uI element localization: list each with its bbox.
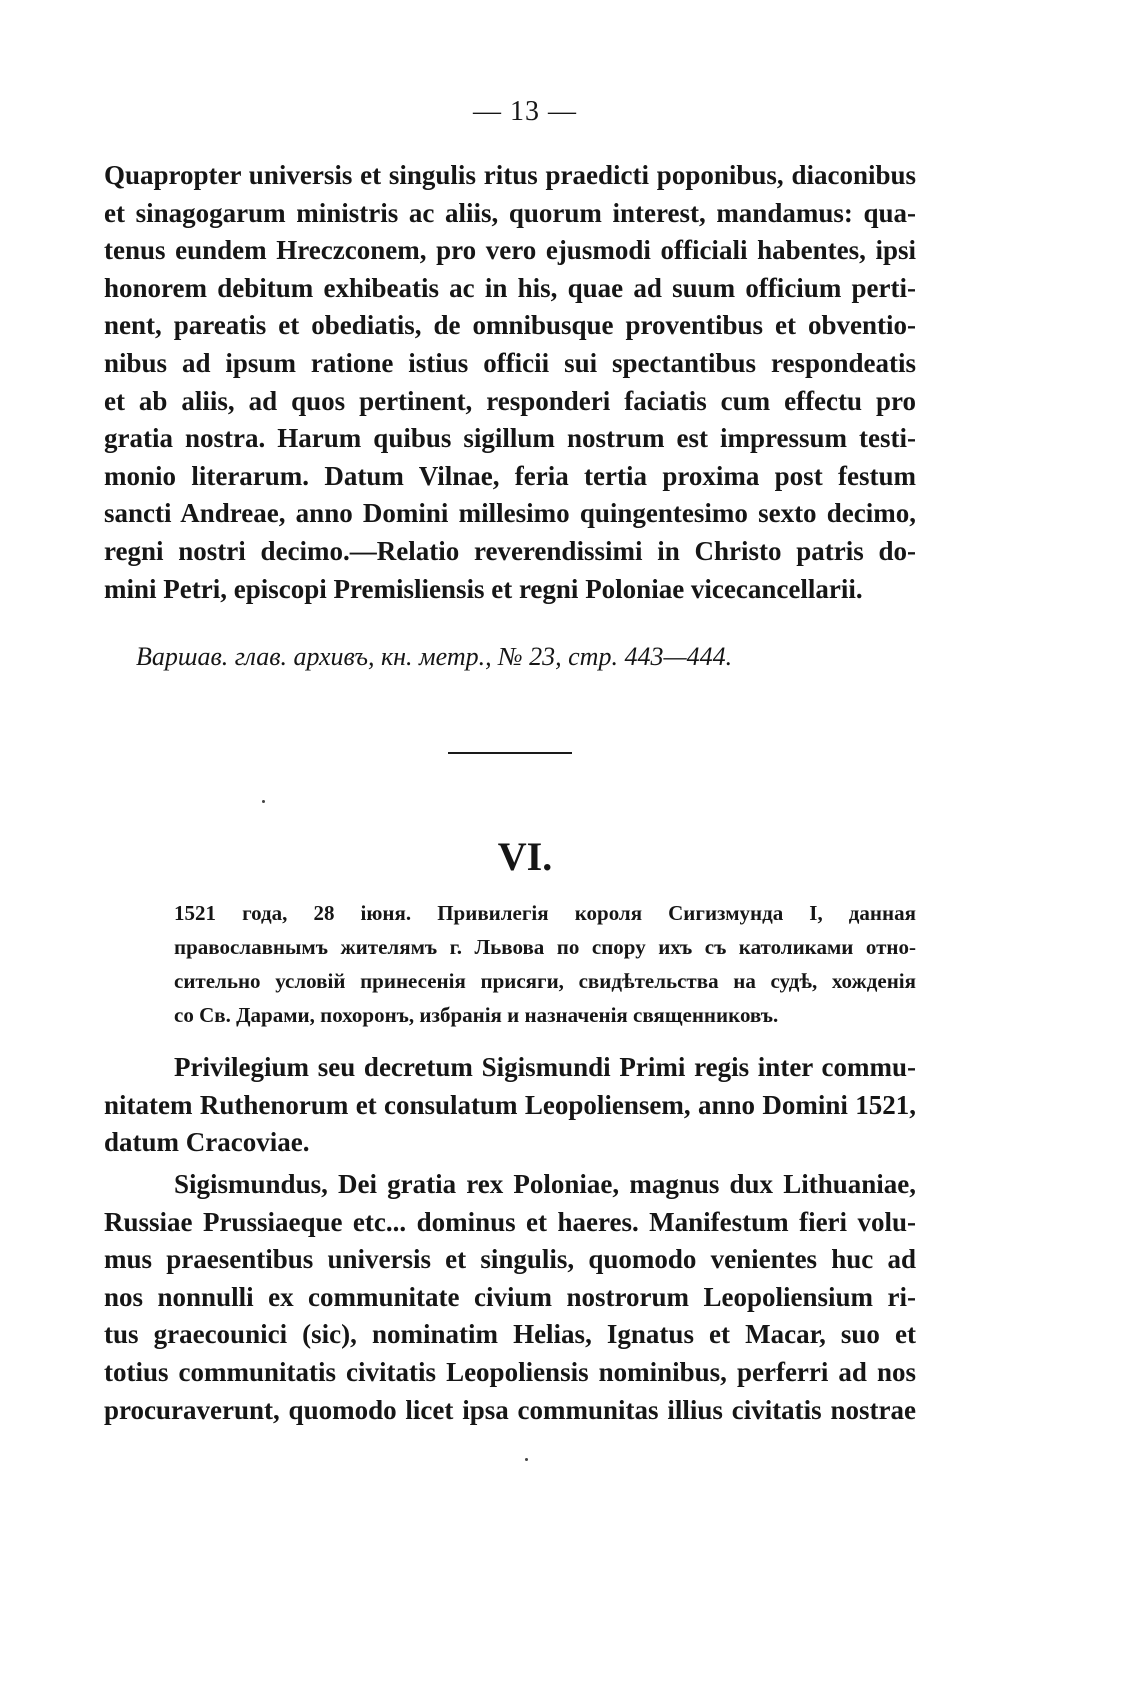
summary-line: со Св. Дарами, похоронъ, избранія и назначенія священниковъ.: [174, 1003, 779, 1027]
source-reference: Варшав. глав. архивъ, кн. метр., № 23, стр. 443—444.: [136, 642, 733, 671]
document-body-paragraph: [104, 1166, 916, 1429]
text-line: datum Cracoviae.: [104, 1127, 310, 1158]
summary-line: православнымъ жителямъ г. Львова по спору ихъ съ католиками отно-: [174, 935, 916, 959]
paragraph-continuation: [104, 157, 916, 608]
section-heading: VI.: [497, 834, 553, 879]
print-speck: [525, 1458, 528, 1461]
text-line: nos nonnulli ex communitate civium nostrorum Leopoliensium ri-: [104, 1281, 916, 1312]
text-line: nent, pareatis et obediatis, de omnibusque proventibus et obventio-: [104, 310, 916, 341]
section-divider: [448, 752, 572, 754]
summary-line: 1521 года, 28 іюня. Привилегія короля Сигизмунда І, данная: [174, 901, 916, 925]
text-line: totius communitatis civitatis Leopoliensis nominibus, perferri ad nos: [104, 1356, 916, 1387]
print-speck: [262, 800, 265, 803]
page-number: — 13 —: [473, 96, 577, 127]
text-line: monio literarum. Datum Vilnae, feria tertia proxima post festum: [104, 460, 916, 491]
text-line: Sigismundus, Dei gratia rex Poloniae, magnus dux Lithuaniae,: [174, 1169, 916, 1199]
text-line: regni nostri decimo.—Relatio reverendissimi in Christo patris do-: [104, 535, 916, 566]
text-line: mini Petri, episcopi Premisliensis et regni Poloniae vicecancellarii.: [104, 573, 863, 604]
text-line: mus praesentibus universis et singulis, quomodo venientes huc ad: [104, 1244, 916, 1275]
text-line: tus graecounici (sic), nominatim Helias, Ignatus et Macar, suo et: [104, 1319, 916, 1350]
text-line: Privilegium seu decretum Sigismundi Primi regis inter commu-: [174, 1052, 916, 1082]
summary-line: сительно условій принесенія присяги, свидѣтельства на судѣ, хожденія: [174, 969, 916, 993]
text-line: Russiae Prussiaeque etc... dominus et haeres. Manifestum fieri volu-: [104, 1206, 916, 1237]
text-line: nitatem Ruthenorum et consulatum Leopoliensem, anno Domini 1521,: [104, 1089, 916, 1120]
section-summary: [174, 896, 916, 1032]
text-line: et sinagogarum ministris ac aliis, quorum interest, mandamus: qua-: [104, 197, 916, 228]
text-line: Quapropter universis et singulis ritus praedicti poponibus, diaconibus: [104, 160, 916, 190]
text-line: sancti Andreae, anno Domini millesimo quingentesimo sexto decimo,: [104, 498, 916, 529]
text-line: tenus eundem Hreczconem, pro vero ejusmodi officiali habentes, ipsi: [104, 235, 916, 266]
text-line: et ab aliis, ad quos pertinent, responderi faciatis cum effectu pro: [104, 385, 916, 416]
text-line: procuraverunt, quomodo licet ipsa communitas illius civitatis nostrae: [104, 1394, 916, 1425]
text-line: gratia nostra. Harum quibus sigillum nostrum est impressum testi-: [104, 423, 916, 454]
text-line: nibus ad ipsum ratione istius officii sui spectantibus respondeatis: [104, 347, 916, 378]
text-line: honorem debitum exhibeatis ac in his, quae ad suum officium perti-: [104, 272, 916, 303]
document-title-paragraph: [104, 1049, 916, 1162]
